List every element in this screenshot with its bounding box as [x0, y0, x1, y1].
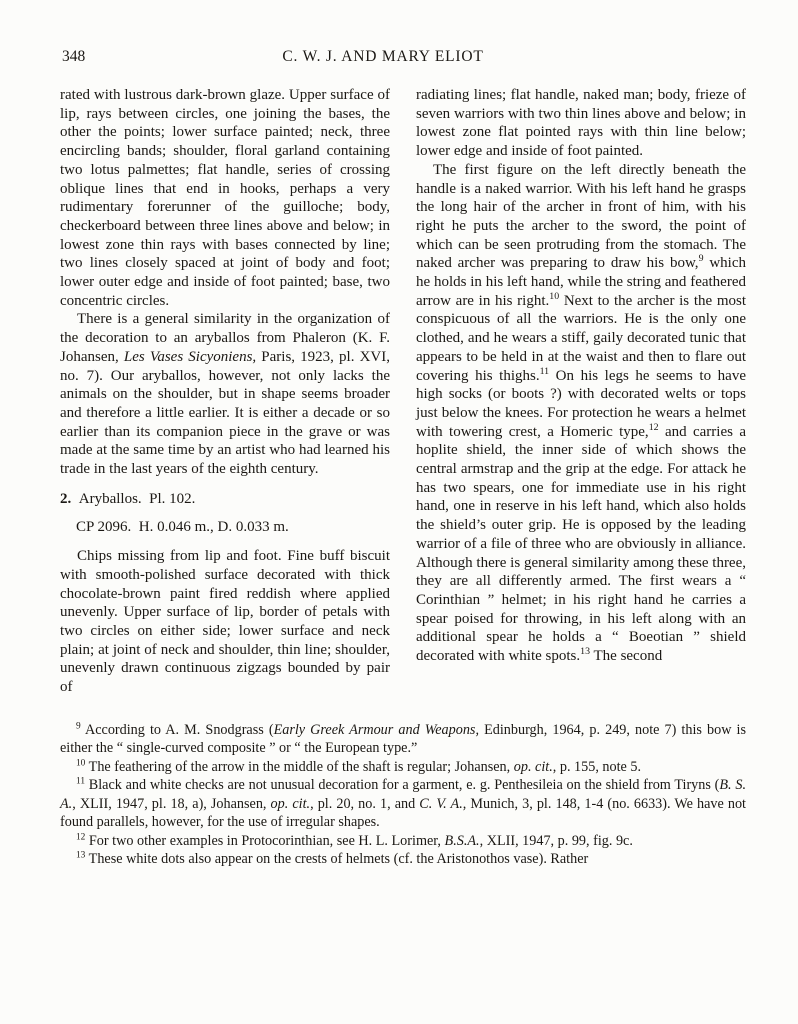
paragraph-continuation	[416, 86, 746, 161]
footnote-marker: 9	[698, 253, 704, 265]
text-run: which he holds in his left hand, while the string and feathered arrow are in his right.	[416, 255, 746, 309]
text-run: CP 2096. H. 0.046 m., D. 0.033 m.	[76, 519, 289, 536]
text-run: Edinburgh, 1964, p. 249, note 7) this bow is either the “ single-curved composite ” or “ the European type.”	[60, 721, 746, 757]
running-head: C. W. J. AND MARY ELIOT	[282, 48, 484, 65]
text-run: op. cit.	[270, 795, 311, 812]
footnote-12	[60, 832, 746, 851]
left-column	[60, 86, 390, 697]
footnote-marker: 9	[76, 721, 81, 732]
two-column-text-block	[60, 86, 746, 697]
text-run: , pl. 20, no. 1, and	[310, 795, 420, 812]
text-run: , XLII, 1947, p. 99, fig. 9c.	[479, 832, 633, 849]
footnote-marker: 13	[76, 850, 86, 861]
page-number: 348	[62, 48, 86, 65]
text-run: rated with lustrous dark-brown glaze. Upper surface of lip, rays between circles, one joining the bases, the other the points; lower surface painted; neck, three encircling bands; shoulder, floral garland containing two lotus palmettes; flat handle, series of crossing oblique lines that end in hooks, perhaps a very rudimentary forerunner of the guilloche; body, checkerboard between three lines above and below; in lowest zone thin rays with bases connected by line; two lines closely spaced at joint of body and foot; lower outer edge and inside of foot painted; base, two concentric circles.	[60, 87, 390, 309]
catalog-entry-heading	[60, 490, 390, 509]
footnote-marker: 10	[549, 290, 560, 302]
footnote-marker: 13	[580, 646, 591, 658]
footnote-marker: 11	[76, 776, 86, 787]
text-run: radiating lines; flat handle, naked man; body, frieze of seven warriors with two thin lines above and below; in lowest zone flat pointed rays with thin line below; lower edge and inside of foot painted.	[416, 87, 746, 160]
text-run: and carries a hoplite shield, the inner side of which shows the central armstrap and the grip at the edge. For attack he has two spears, one for immediate use in his right hand, one in reserve in his left hand, which also holds the shield’s outer grip. He is opposed by the leading warrior of a file of three who are obviously in alliance. Although there is general similarity among these three, they are all differently armed. The first wears a “ Corinthian ” helmet; in his right hand he carries a spear poised for throwing, in his left along with an additional spear he holds a “ Boeotian ” shield decorated with white spots.	[416, 423, 746, 665]
text-run: The first figure on the left directly beneath the handle is a naked warrior. With his left hand he grasps the long hair of the archer in front of him, with his right he puts the archer to the sword, the point of which can be seen protruding from the stomach. The naked archer was preparing to draw his bow,	[416, 161, 746, 272]
catalog-measurements-line	[60, 518, 390, 537]
footnote-marker: 12	[648, 421, 659, 433]
paragraph	[60, 310, 390, 478]
footnote-11	[60, 776, 746, 832]
text-run: Les Vases Sicyoniens,	[123, 348, 257, 365]
text-run: C. V. A.	[419, 795, 463, 812]
text-run: For two other examples in Protocorinthian, see H. L. Lorimer,	[85, 832, 445, 849]
footnotes-section	[60, 721, 746, 869]
page-header	[60, 48, 746, 70]
text-run: Paris, 1923, pl. XVI, no. 7). Our aryballos, however, not only lacks the animals on the shoulder, but in shape seems broader and therefore a little earlier. It is either a decade or so earlier than its companion piece in the grave or was made at the same time by an artist who had learned his trade in the last years of the eighth century.	[60, 348, 390, 478]
footnote-9	[60, 721, 746, 758]
text-run: Chips missing from lip and foot. Fine buff biscuit with smooth-polished surface decorated with thick chocolate-brown paint fired reddish where applied unevenly. Upper surface of lip, border of petals with two circles on either side; lower surface and neck plain; at joint of neck and shoulder, thin line; shoulder, unevenly drawn continuous zigzags bounded by pair of	[60, 548, 390, 696]
text-run: There is a general similarity in the organization of the decoration to an aryballos from Phaleron (K. F. Johansen,	[60, 311, 390, 365]
text-run: According to A. M. Snodgrass (	[80, 721, 274, 738]
paragraph	[60, 547, 390, 697]
text-run: , XLII, 1947, pl. 18, a), Johansen,	[72, 795, 271, 812]
paragraph-continuation	[60, 86, 390, 310]
text-run: Black and white checks are not unusual decoration for a garment, e. g. Penthesileia on the shield from Tiryns (	[85, 777, 720, 794]
text-run: Next to the archer is the most conspicuous of all the warriors. He is the only one clothed, and he wears a stiff, gaily decorated tunic that appears to be held in at the waist and then to flare out covering his thighs.	[416, 292, 746, 384]
text-run: Early Greek Armour and Weapons,	[273, 721, 479, 738]
text-run: B. S. A.	[60, 777, 746, 812]
footnote-13	[60, 850, 746, 869]
text-run: , Munich, 3, pl. 148, 1-4 (no. 6633). We have not found parallels, however, for the use of irregular shapes.	[60, 795, 746, 831]
footnote-marker: 10	[76, 758, 86, 769]
text-run: B.S.A.	[444, 832, 480, 849]
text-run: Aryballos. Pl. 102.	[71, 490, 196, 507]
right-column	[416, 86, 746, 697]
footnote-marker: 12	[76, 832, 86, 843]
text-run: 2.	[60, 490, 72, 507]
footnote-marker: 11	[539, 365, 550, 377]
text-run: The second	[590, 648, 663, 665]
footnote-10	[60, 758, 746, 777]
text-run: , p. 155, note 5.	[552, 758, 642, 775]
text-run: The feathering of the arrow in the middle of the shaft is regular; Johansen,	[85, 758, 514, 775]
text-run: op. cit.	[513, 758, 553, 775]
paragraph	[416, 161, 746, 666]
text-run: On his legs he seems to have high socks (or boots ?) with decorated welts or tops just below the knees. For protection he wears a helmet with towering crest, a Homeric type,	[416, 367, 746, 440]
text-run: These white dots also appear on the crests of helmets (cf. the Aristonothos vase). Rather	[85, 851, 589, 868]
